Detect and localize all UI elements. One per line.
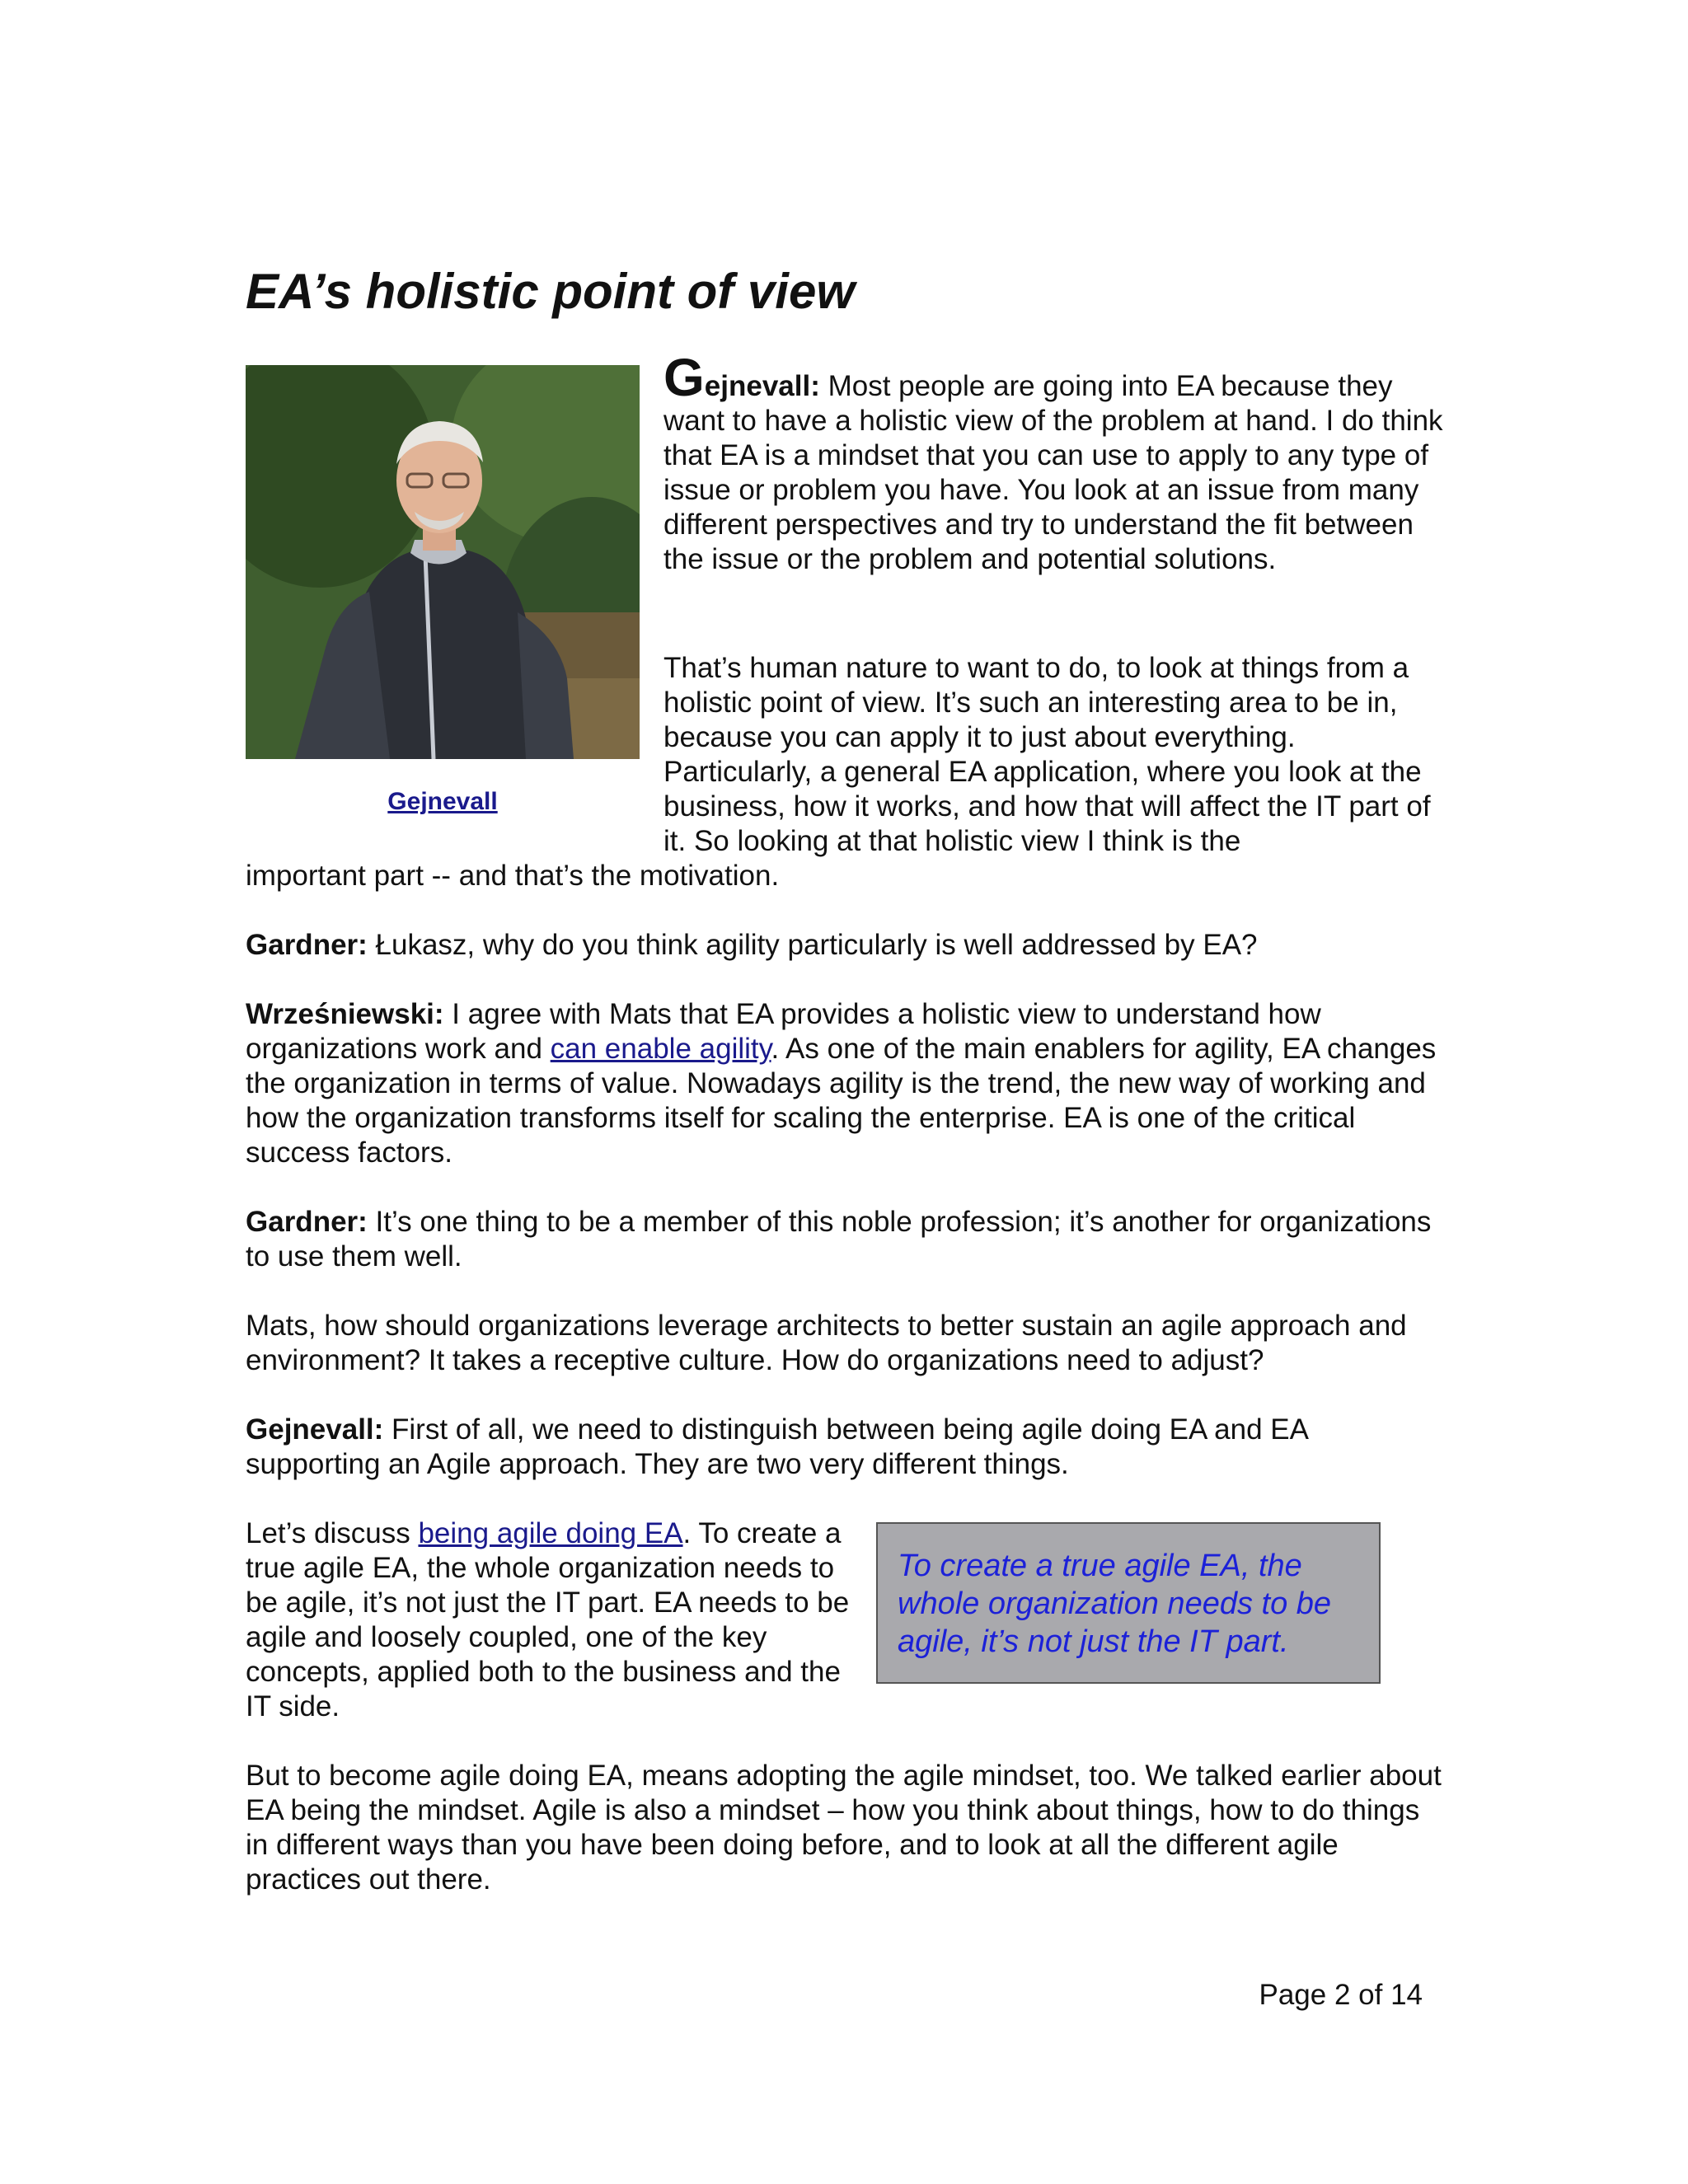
paragraph-5 xyxy=(246,1205,1449,1274)
paragraph-text: I agree with Mats that EA provides a holistic view to understand how organizations work and xyxy=(246,998,1321,1065)
speaker-label: Gardner: xyxy=(246,1206,368,1238)
paragraph-text: want to have a holistic view of the problem at hand. I do think that EA is a mindset that you can use to apply to any type of issue or problem you have. You look at an issue from many different perspectives and try to understand the fit between the issue or the problem and potential solutions. xyxy=(663,405,1443,575)
speaker-label: Wrześniewski: xyxy=(246,998,444,1030)
paragraph-2-continuation: important part -- and that’s the motivation. xyxy=(246,860,780,892)
paragraph-text: Let’s discuss xyxy=(246,1517,419,1549)
paragraph-6: Mats, how should organizations leverage architects to better sustain an agile approach and environment? It takes a receptive culture. How do organizations need to adjust? xyxy=(246,1310,1407,1376)
paragraph-2: That’s human nature to want to do, to look at things from a holistic point of view. It’s such an interesting area to be in, because you can apply it to just about everything. Particularly, a general EA application, where you look at the business, how it works, and how that will affect the IT part of it. So looking at that holistic view I think is the xyxy=(663,652,1431,857)
speaker-label: Gejnevall: xyxy=(246,1413,384,1446)
pull-quote: To create a true agile EA, the whole organization needs to be agile, it’s not just the IT part. xyxy=(876,1522,1381,1684)
photo-caption-link[interactable]: Gejnevall xyxy=(387,788,498,815)
page-number: Page 2 of 14 xyxy=(1259,1979,1423,2011)
portrait-image xyxy=(246,365,640,759)
page-title: EA’s holistic point of view xyxy=(246,264,856,319)
paragraph-3 xyxy=(246,928,1449,963)
enable-agility-link[interactable]: can enable agility xyxy=(550,1033,771,1065)
paragraph-text: . As one of the main enablers for agility, EA changes the organization in terms of value. Nowadays agility is the trend, the new way of working and how the organization transforms itself for scaling the enterprise. EA is one of the critical success factors. xyxy=(246,1033,1437,1169)
paragraph-text: It’s one thing to be a member of this noble profession; it’s another for organizations to use them well. xyxy=(246,1206,1432,1272)
speaker-label: ejnevall: xyxy=(704,370,820,402)
paragraph-text: Most people are going into EA because they xyxy=(819,370,1393,402)
paragraph-4 xyxy=(246,997,1449,1170)
drop-cap: G xyxy=(663,348,705,407)
paragraph-1 xyxy=(663,348,1447,577)
speaker-label: Gardner: xyxy=(246,929,368,961)
being-agile-doing-ea-link[interactable]: being agile doing EA xyxy=(418,1517,683,1549)
portrait-photo xyxy=(246,365,640,759)
paragraph-text: First of all, we need to distinguish between being agile doing EA and EA supporting an Agile approach. They are two very different things. xyxy=(246,1413,1308,1480)
paragraph-8 xyxy=(246,1516,864,1724)
paragraph-7 xyxy=(246,1413,1449,1482)
paragraph-9: But to become agile doing EA, means adopting the agile mindset, too. We talked earlier about EA being the mindset. Agile is also a mindset – how you think about things, how to do things in different ways than you have been doing before, and to look at all the different agile practices out there. xyxy=(246,1760,1442,1896)
paragraph-text: Łukasz, why do you think agility particularly is well addressed by EA? xyxy=(367,929,1258,961)
paragraph-text: . To create a true agile EA, the whole organization needs to be agile, it’s not just the IT part. EA needs to be agile and loosely coupled, one of the key concepts, applied both to the business and the IT side. xyxy=(246,1517,850,1722)
